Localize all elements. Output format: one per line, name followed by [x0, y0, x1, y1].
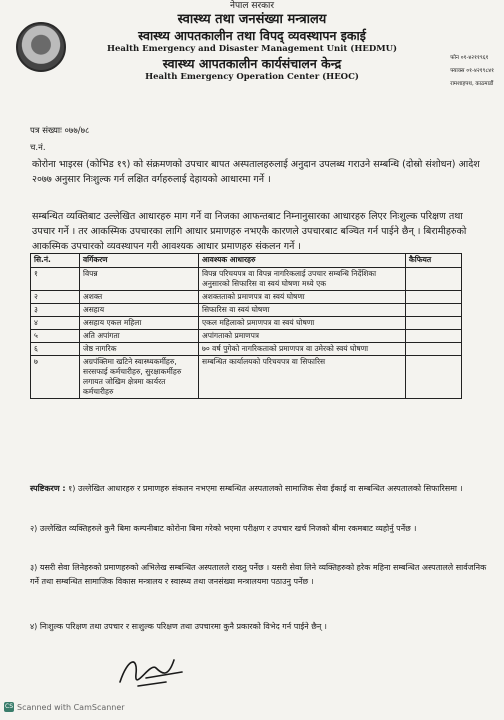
table-row — [31, 343, 462, 356]
cell-category: अग्रपंक्तिमा खटिने स्वास्थ्यकर्मीहरु, सरसफाई कर्मचारीहरु, सुरक्षाकर्मीहरु लगायत जोखिम क्षेत्रमा कार्यरत कर्मचारीहरु — [80, 356, 199, 399]
table-header-row — [31, 254, 462, 268]
clarification-3: ३) यसरी सेवा लिनेहरुको प्रमाणहरुको अभिलेख सम्बन्धित अस्पतालले राख्नु पर्नेछ । यसरी सेवा लिने व्यक्तिहरुको हरेक महिना सम्बन्धित अस्पतालले सार्वजनिक गर्ने तथा सम्बन्धित सामाजिक विकास मन्त्रालय र स्वास्थ्य तथा जनसंख्या मन्त्रालयमा पठाउनु पर्नेछ । — [30, 563, 487, 586]
column-header-sn: सि.नं. — [31, 254, 80, 268]
cell-category: असहाय एकल महिला — [80, 317, 199, 330]
contact-value: , काठमाडौं — [471, 81, 494, 87]
cell-sn: ४ — [31, 317, 80, 330]
clarification-text: १) उल्लेखित आधारहरु र प्रमाणहरु संकलन नभएमा सम्बन्धित अस्पतालको सामाजिक सेवा ईकाई वा सम्बन्धित अस्पतालको सिफारिसमा । — [68, 484, 463, 493]
clarification-label: स्पष्टिकरण : — [30, 484, 66, 493]
cell-documents: अशक्तताको प्रमाणपत्र वा स्वयं घोषणा — [199, 291, 406, 304]
contact-phone — [450, 52, 494, 65]
contact-block — [450, 52, 494, 91]
scanner-watermark — [4, 702, 125, 712]
scanner-text: Scanned with CamScanner — [17, 702, 125, 712]
government-emblem-icon — [16, 22, 66, 72]
cell-sn: ७ — [31, 356, 80, 399]
instruction-paragraph: सम्बन्धित व्यक्तिबाट उल्लेखित आधारहरु माग गर्ने वा निजका आफन्तबाट निम्नानुसारका आधारहरु लिएर निःशुल्क परिक्षण तथा उपचार गर्ने । तर आकस्मिक उपचारका लागि आधार प्रमाणहरु नभएकै कारणले उपचारबाट बञ्चित गर्न पाईने छैन् । बिरामीहरुको आकस्मिक उपचारको व्यवस्थापन गरी आवश्यक आधार प्रमाणहरु संकलन गर्ने । — [32, 211, 467, 252]
cell-sn: ६ — [31, 343, 80, 356]
cell-category: अशक्त — [80, 291, 199, 304]
center-name-en: Health Emergency Operation Center (HEOC) — [145, 72, 359, 83]
column-header-category: वर्गिकरण — [80, 254, 199, 268]
cell-sn: ३ — [31, 304, 80, 317]
table-row — [31, 268, 462, 291]
cell-remarks — [406, 304, 462, 317]
contact-label: रामशाहपथ — [450, 81, 472, 87]
contact-label: फ्याक्स — [450, 68, 465, 74]
unit-name-en: Health Emergency and Disaster Management Unit (HEDMU) — [106, 44, 398, 55]
intro-paragraph: कोरोना भाइरस (कोभिड १९) को संक्रमणको उपचार बापत अस्पतालहरुलाई अनुदान उपलब्ध गराउने सम्बन्धि (दोस्रो संशोधन) आदेश २०७७ अनुसार निःशुल्क गर्न लक्षित वर्गहरुलाई देहायको आधारमा गर्ने । — [32, 159, 480, 185]
cell-documents: सम्बन्धित कार्यालयको परिचयपत्र वा सिफारिस — [199, 356, 406, 399]
table-row — [31, 317, 462, 330]
cell-sn: १ — [31, 268, 80, 291]
cell-remarks — [406, 356, 462, 399]
contact-label: फोन — [450, 55, 459, 61]
table-row — [31, 356, 462, 399]
cell-category: अति अपांगता — [80, 330, 199, 343]
clarification-4: ४) निःशुल्क परिक्षण तथा उपचार र सःशुल्क परिक्षण तथा उपचारमा कुनै प्रकारको विभेद गर्न पाईने छैन् । — [30, 622, 327, 631]
center-name-np: स्वास्थ्य आपतकालीन कार्यसंचालन केन्द्र — [162, 56, 342, 72]
column-header-remarks: कैफियत — [406, 254, 462, 268]
cell-sn: ५ — [31, 330, 80, 343]
cell-category: असहाय — [80, 304, 199, 317]
cell-documents: अपांगताको प्रमाणपत्र — [199, 330, 406, 343]
cell-documents: सिफारिस वा स्वयं घोषणा — [199, 304, 406, 317]
contact-address — [450, 78, 494, 91]
table-row — [31, 330, 462, 343]
camscanner-icon: CS — [5, 703, 13, 710]
government-name: नेपाल सरकार — [229, 1, 275, 11]
eligibility-table — [30, 253, 462, 399]
dispatch-number: च.नं. — [30, 143, 46, 153]
cell-category: जेष्ठ नागरिक — [80, 343, 199, 356]
cell-remarks — [406, 343, 462, 356]
cell-sn: २ — [31, 291, 80, 304]
contact-value: ०१-४२११९६१ — [460, 55, 489, 61]
letterhead — [70, 2, 434, 82]
letter-number: पत्र संख्याः ०७७/७८ — [30, 126, 90, 136]
cell-remarks — [406, 268, 462, 291]
cell-documents: विपन्न परिचयपत्र वा विपन्न नागरिकलाई उपचार सम्बन्धि निर्देशिका अनुसारको सिफारिस वा स्वयं घोषणा मध्ये एक — [199, 268, 406, 291]
cell-documents: ७० वर्ष पुगेको नागरिकताको प्रमाणपत्र वा उमेरको स्वयं घोषणा — [199, 343, 406, 356]
clarification-2: २) उल्लेखित व्यक्तिहरुले कुनै बिमा कम्पनीबाट कोरोना बिमा गरेको भएमा परीक्षण र उपचार खर्च निजको बीमा रकमबाट व्यहोर्नु पर्नेछ । — [30, 524, 417, 533]
cell-remarks — [406, 317, 462, 330]
contact-fax — [450, 65, 494, 78]
column-header-documents: आवश्यक आधारहरु — [199, 254, 406, 268]
table-row — [31, 291, 462, 304]
cell-remarks — [406, 330, 462, 343]
cell-category: विपन्न — [80, 268, 199, 291]
table-row — [31, 304, 462, 317]
ministry-name: स्वास्थ्य तथा जनसंख्या मन्त्रालय — [177, 12, 327, 28]
signature-icon — [116, 648, 186, 690]
clarification-1 — [30, 482, 492, 496]
contact-value: ०१-४२१९८४१ — [466, 68, 494, 74]
cell-documents: एकल महिलाको प्रमाणपत्र वा स्वयं घोषणा — [199, 317, 406, 330]
unit-name-np: स्वास्थ्य आपतकालीन तथा विपद् व्यवस्थापन इकाई — [138, 28, 366, 44]
cell-remarks — [406, 291, 462, 304]
